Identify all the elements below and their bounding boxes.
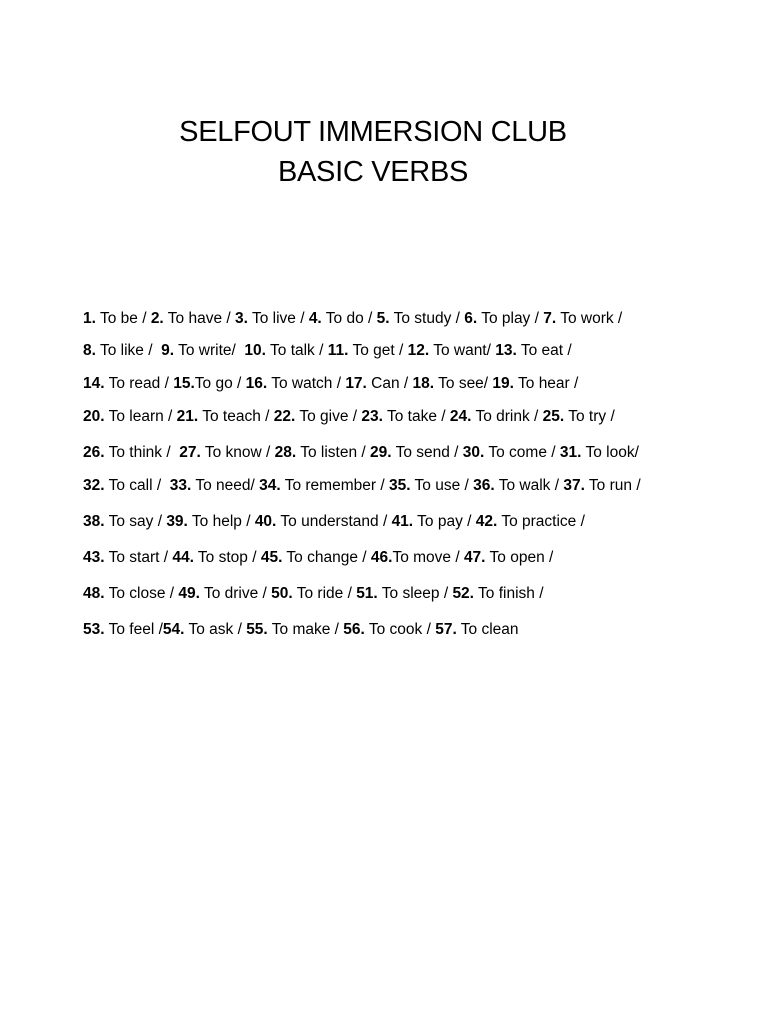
- verb-number: 2.: [150, 310, 164, 327]
- verb-text: To listen /: [296, 444, 370, 461]
- title-block: [0, 112, 746, 192]
- verb-number: 57.: [435, 621, 457, 638]
- verb-number: 20.: [83, 408, 105, 425]
- verb-text: To be /: [95, 310, 151, 327]
- verb-number: 31.: [559, 444, 582, 461]
- verb-line: [83, 475, 641, 497]
- verb-line: [83, 583, 544, 605]
- verb-text: To read /: [104, 375, 174, 392]
- verb-number: 15.: [173, 375, 195, 392]
- verb-number: 28.: [274, 444, 297, 461]
- verb-text: To come /: [484, 444, 560, 461]
- verb-number: 39.: [166, 513, 188, 530]
- verb-text: To make /: [267, 621, 344, 638]
- verb-text: To work /: [556, 310, 623, 327]
- verb-text: To start /: [104, 549, 173, 566]
- verb-text: To send /: [391, 444, 463, 461]
- verb-text: To call /: [104, 477, 170, 494]
- verb-number: 44.: [172, 549, 194, 566]
- verb-number: 35.: [388, 477, 411, 494]
- verb-number: 30.: [462, 444, 485, 461]
- verb-number: 29.: [369, 444, 392, 461]
- verb-text: To try /: [564, 408, 615, 425]
- verb-line: [83, 308, 622, 330]
- verb-text: To want/: [429, 342, 496, 359]
- verb-line: [83, 340, 572, 362]
- verb-number: 9.: [161, 342, 175, 359]
- verb-number: 3.: [234, 310, 248, 327]
- verb-text: To go /: [194, 375, 246, 392]
- verb-number: 32.: [83, 477, 105, 494]
- verb-number: 27.: [179, 444, 201, 461]
- document-subtitle: BASIC VERBS: [277, 156, 469, 188]
- verb-number: 42.: [475, 513, 498, 530]
- verb-number: 8.: [83, 342, 96, 359]
- verb-number: 4.: [308, 310, 322, 327]
- verb-number: 36.: [473, 477, 495, 494]
- verb-text: To open /: [485, 549, 554, 566]
- verb-line: [83, 373, 578, 395]
- verb-text: To ride /: [292, 585, 357, 602]
- verb-text: To take /: [382, 408, 450, 425]
- verb-text: To ask /: [184, 621, 247, 638]
- verb-text: To need/: [191, 477, 260, 494]
- verb-text: To get /: [348, 342, 408, 359]
- verb-text: To hear /: [513, 375, 579, 392]
- verb-text: To study /: [389, 310, 465, 327]
- verb-number: 56.: [343, 621, 365, 638]
- verb-number: 18.: [412, 375, 435, 392]
- verb-line: [83, 511, 585, 533]
- verb-number: 53.: [83, 621, 105, 638]
- verb-number: 49.: [178, 585, 200, 602]
- verb-number: 12.: [407, 342, 430, 359]
- verb-text: To sleep /: [377, 585, 453, 602]
- verb-number: 24.: [449, 408, 472, 425]
- verb-number: 19.: [492, 375, 514, 392]
- verb-text: To watch /: [267, 375, 346, 392]
- verb-text: To practice /: [497, 513, 585, 530]
- verb-number: 13.: [495, 342, 517, 359]
- verb-number: 10.: [244, 342, 266, 359]
- verb-number: 45.: [260, 549, 283, 566]
- verb-number: 37.: [563, 477, 585, 494]
- verb-text: To cook /: [364, 621, 436, 638]
- verb-number: 40.: [254, 513, 277, 530]
- verb-text: To play /: [477, 310, 544, 327]
- verb-number: 7.: [543, 310, 557, 327]
- document-title: SELFOUT IMMERSION CLUB: [179, 116, 567, 148]
- verb-text: To understand /: [276, 513, 392, 530]
- verb-text: To stop /: [193, 549, 261, 566]
- verb-number: 52.: [452, 585, 474, 602]
- verb-text: To move /: [392, 549, 464, 566]
- verb-number: 54.: [162, 621, 185, 638]
- verb-text: To use /: [410, 477, 474, 494]
- verb-line: [83, 406, 615, 428]
- verb-line: [83, 442, 639, 464]
- verb-number: 21.: [176, 408, 199, 425]
- verb-text: To learn /: [104, 408, 177, 425]
- verb-text: To think /: [104, 444, 180, 461]
- verb-text: To see/: [434, 375, 493, 392]
- verb-line: [83, 619, 519, 641]
- verb-text: To close /: [104, 585, 179, 602]
- verb-number: 47.: [463, 549, 486, 566]
- verb-number: 17.: [345, 375, 367, 392]
- verb-number: 14.: [83, 375, 105, 392]
- verb-number: 5.: [376, 310, 390, 327]
- verb-number: 23.: [361, 408, 383, 425]
- verb-text: To know /: [200, 444, 275, 461]
- verb-number: 25.: [542, 408, 565, 425]
- verb-number: 41.: [391, 513, 414, 530]
- verb-text: To clean: [456, 621, 519, 638]
- verb-number: 38.: [83, 513, 105, 530]
- verb-text: To look/: [581, 444, 639, 461]
- verb-text: To live /: [247, 310, 309, 327]
- verb-number: 11.: [327, 342, 349, 359]
- verb-text: To write/: [174, 342, 245, 359]
- verb-text: To remember /: [280, 477, 389, 494]
- verb-number: 46.: [370, 549, 393, 566]
- verb-text: To drive /: [199, 585, 272, 602]
- verb-text: To run /: [584, 477, 641, 494]
- verb-text: To drink /: [471, 408, 543, 425]
- verb-number: 33.: [169, 477, 192, 494]
- verb-number: 22.: [273, 408, 296, 425]
- verb-number: 16.: [245, 375, 268, 392]
- verb-text: To eat /: [516, 342, 572, 359]
- verb-text: To like /: [95, 342, 162, 359]
- verb-number: 48.: [83, 585, 105, 602]
- verb-number: 55.: [246, 621, 268, 638]
- verb-number: 50.: [271, 585, 293, 602]
- verb-text: To change /: [282, 549, 371, 566]
- verb-text: To do /: [321, 310, 377, 327]
- verb-text: To talk /: [265, 342, 328, 359]
- verb-line: [83, 547, 553, 569]
- verb-number: 34.: [259, 477, 281, 494]
- verb-text: To teach /: [198, 408, 274, 425]
- verb-text: To walk /: [494, 477, 564, 494]
- verb-text: To feel /: [104, 621, 163, 638]
- verb-text: To say /: [104, 513, 167, 530]
- verb-number: 51.: [356, 585, 378, 602]
- verb-text: To finish /: [474, 585, 544, 602]
- verb-number: 6.: [464, 310, 478, 327]
- verb-text: To have /: [163, 310, 235, 327]
- verb-text: To help /: [187, 513, 255, 530]
- verb-number: 26.: [83, 444, 105, 461]
- verb-text: To pay /: [413, 513, 476, 530]
- verb-number: 43.: [83, 549, 105, 566]
- verb-text: To give /: [295, 408, 362, 425]
- verb-number: 1.: [83, 310, 96, 327]
- verb-text: Can /: [366, 375, 413, 392]
